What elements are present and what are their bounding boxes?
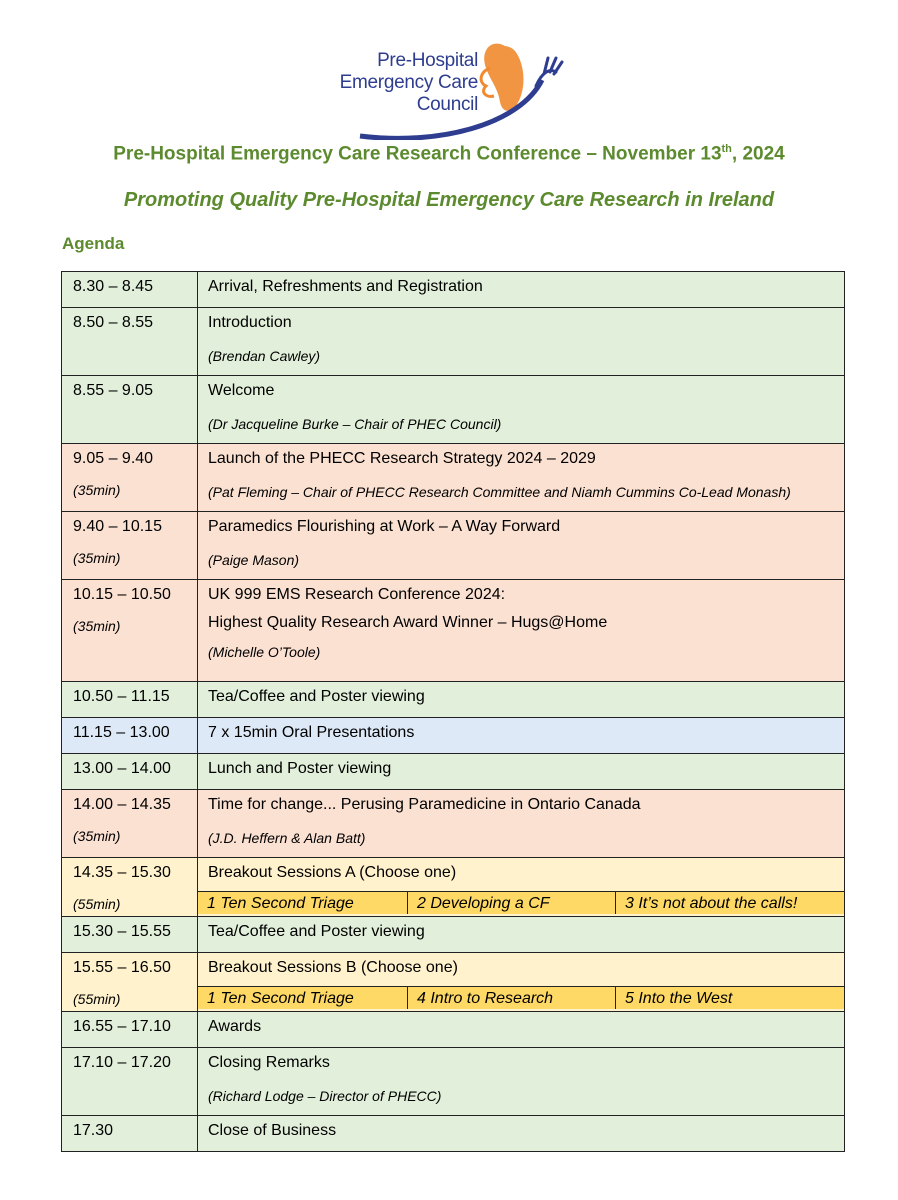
row-title: Closing Remarks [208, 1054, 330, 1071]
page-subtitle: Promoting Quality Pre-Hospital Emergency Care Research in Ireland [123, 189, 775, 211]
row-speaker: (Pat Fleming – Chair of PHECC Research Committee and Niamh Cummins Co-Lead Monash) [208, 484, 791, 500]
row-title: Time for change... Perusing Paramedicine in Ontario Canada [208, 796, 641, 813]
row-title: Lunch and Poster viewing [208, 760, 392, 777]
title-year: , 2024 [731, 143, 785, 165]
title-superscript: th [721, 143, 732, 155]
agenda-row [62, 858, 845, 917]
breakout-option: 1 Ten Second Triage [198, 987, 407, 1009]
row-speaker: (Brendan Cawley) [208, 348, 321, 364]
breakout-option: 1 Ten Second Triage [198, 892, 407, 914]
agenda-row [62, 1116, 845, 1152]
breakout-option: 5 Into the West [615, 987, 844, 1009]
row-time: 15.30 – 15.55 [73, 923, 171, 940]
row-duration: (35min) [73, 618, 121, 634]
row-title: Tea/Coffee and Poster viewing [208, 923, 425, 940]
agenda-row [62, 754, 845, 790]
agenda-row [62, 1048, 845, 1116]
agenda-table [61, 271, 845, 1152]
agenda-heading: Agenda [62, 234, 125, 253]
logo-line-3: Council [416, 94, 478, 115]
breakout-options-a [198, 891, 844, 914]
breakout-option: 4 Intro to Research [407, 987, 615, 1009]
agenda-row [62, 718, 845, 754]
row-duration: (55min) [73, 991, 121, 1007]
logo-line-2: Emergency Care [339, 72, 478, 93]
row-title-2: Highest Quality Research Award Winner – Hugs@Home [208, 614, 608, 631]
agenda-row [62, 682, 845, 718]
row-title: Welcome [208, 382, 275, 399]
row-title: 7 x 15min Oral Presentations [208, 724, 415, 741]
row-time: 9.40 – 10.15 [73, 518, 162, 535]
agenda-row [62, 376, 845, 444]
row-title: Tea/Coffee and Poster viewing [208, 688, 425, 705]
agenda-row [62, 444, 845, 512]
row-title: Close of Business [208, 1122, 337, 1139]
row-duration: (35min) [73, 828, 121, 844]
agenda-row [62, 953, 845, 1012]
row-time: 11.15 – 13.00 [73, 724, 170, 741]
row-title: Introduction [208, 314, 292, 331]
agenda-row [62, 1012, 845, 1048]
page-title [0, 143, 898, 165]
row-speaker: (Richard Lodge – Director of PHECC) [208, 1088, 442, 1104]
title-text: Pre-Hospital Emergency Care Research Conference – November 13 [113, 143, 722, 165]
row-time: 8.30 – 8.45 [73, 278, 154, 295]
row-speaker: (Paige Mason) [208, 552, 300, 568]
row-title: Breakout Sessions B (Choose one) [208, 959, 458, 976]
row-title: Paramedics Flourishing at Work – A Way Forward [208, 518, 561, 535]
row-time: 8.55 – 9.05 [73, 382, 154, 399]
row-speaker: (Michelle O’Toole) [208, 644, 321, 660]
row-title: Breakout Sessions A (Choose one) [208, 864, 457, 881]
logo-line-1: Pre-Hospital [377, 50, 478, 71]
row-time: 13.00 – 14.00 [73, 760, 171, 777]
agenda-row [62, 790, 845, 858]
row-time: 17.30 [73, 1122, 114, 1139]
row-speaker: (J.D. Heffern & Alan Batt) [208, 830, 366, 846]
row-time: 9.05 – 9.40 [73, 450, 154, 467]
agenda-row [62, 917, 845, 953]
row-time: 10.15 – 10.50 [73, 586, 171, 603]
row-time: 14.35 – 15.30 [73, 864, 171, 881]
agenda-row [62, 512, 845, 580]
row-duration: (55min) [73, 896, 121, 912]
row-time: 17.10 – 17.20 [73, 1054, 171, 1071]
breakout-options-b [198, 986, 844, 1009]
row-title: Arrival, Refreshments and Registration [208, 278, 483, 295]
row-title: Awards [208, 1018, 262, 1035]
row-duration: (35min) [73, 550, 121, 566]
phecc-logo [330, 28, 570, 140]
breakout-option: 2 Developing a CF [407, 892, 615, 914]
row-time: 14.00 – 14.35 [73, 796, 171, 813]
row-time: 10.50 – 11.15 [73, 688, 170, 705]
row-time: 8.50 – 8.55 [73, 314, 154, 331]
agenda-row [62, 272, 845, 308]
row-duration: (35min) [73, 482, 121, 498]
row-title: Launch of the PHECC Research Strategy 2024 – 2029 [208, 450, 596, 467]
breakout-option: 3 It’s not about the calls! [615, 892, 844, 914]
row-time: 16.55 – 17.10 [73, 1018, 171, 1035]
agenda-row [62, 308, 845, 376]
agenda-row [62, 580, 845, 682]
row-time: 15.55 – 16.50 [73, 959, 171, 976]
row-speaker: (Dr Jacqueline Burke – Chair of PHEC Council) [208, 416, 502, 432]
row-title: UK 999 EMS Research Conference 2024: [208, 586, 506, 603]
